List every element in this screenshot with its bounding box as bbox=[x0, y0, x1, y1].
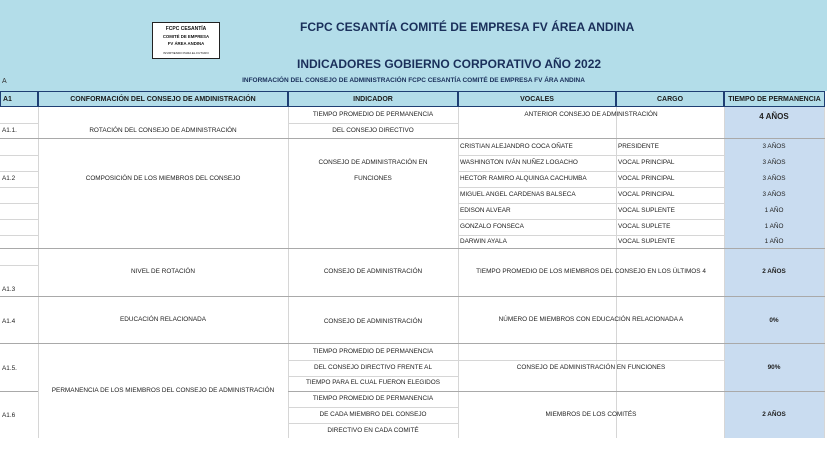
row-a11-indicador-2: DEL CONSEJO DIRECTIVO bbox=[332, 127, 414, 134]
row-a13-id: A1.3 bbox=[2, 286, 16, 293]
member-name: MIGUEL ANGEL CARDENAS BALSECA bbox=[460, 191, 576, 198]
row-a15-a16-conformacion: PERMANENCIA DE LOS MIEMBROS DEL CONSEJO DE ADMINISTRACIÓN bbox=[51, 387, 275, 394]
row-a11-vocales: ANTERIOR CONSEJO DE ADMINISTRACIÓN bbox=[524, 111, 658, 118]
column-header-tiempo[interactable]: TIEMPO DE PERMANENCIA bbox=[724, 91, 825, 107]
row-a11-indicador-1: TIEMPO PROMEDIO DE PERMANENCIA bbox=[312, 111, 434, 118]
row-a16-indicador-1: TIEMPO PROMEDIO DE PERMANENCIA bbox=[312, 395, 434, 402]
sheet-subtitle: INDICADORES GOBIERNO CORPORATIVO AÑO 2022 bbox=[297, 57, 602, 71]
row-a14-id: A1.4 bbox=[2, 318, 16, 325]
member-name: HECTOR RAMIRO ALQUINGA CACHUMBA bbox=[460, 175, 587, 182]
row-a14-conformacion: EDUCACIÓN RELACIONADA bbox=[120, 316, 206, 323]
row-a13-vocales: TIEMPO PROMEDIO DE LOS MIEMBROS DEL CONSEJO EN LOS ÚLTIMOS 4 bbox=[476, 268, 706, 275]
member-cargo: VOCAL SUPLETE bbox=[618, 223, 671, 230]
row-a15-indicador-1: TIEMPO PROMEDIO DE PERMANENCIA bbox=[312, 348, 434, 355]
member-tiempo: 1 AÑO bbox=[764, 207, 784, 214]
member-tiempo: 3 AÑOS bbox=[762, 175, 786, 182]
row-a16-indicador-2: DE CADA MIEMBRO DEL CONSEJO bbox=[319, 411, 427, 418]
row-a11-id: A1.1. bbox=[2, 127, 17, 134]
member-tiempo: 1 AÑO bbox=[764, 223, 784, 230]
column-header-id[interactable]: A1 bbox=[0, 91, 38, 107]
member-tiempo: 3 AÑOS bbox=[762, 143, 786, 150]
row-a15-id: A1.5. bbox=[2, 365, 17, 372]
row-a12-indicador-2: FUNCIONES bbox=[354, 175, 392, 182]
logo-line-3: FV ÁREA ANDINA bbox=[167, 41, 205, 46]
row-a16-vocales: MIEMBROS DE LOS COMITÉS bbox=[545, 411, 637, 418]
company-logo bbox=[152, 22, 220, 59]
member-name: CRISTIAN ALEJANDRO COCA OÑATE bbox=[460, 143, 573, 150]
member-cargo: VOCAL PRINCIPAL bbox=[618, 175, 675, 182]
sheet-title: FCPC CESANTÍA COMITÉ DE EMPRESA FV ÁREA ANDINA bbox=[300, 20, 635, 34]
member-cargo: VOCAL PRINCIPAL bbox=[618, 159, 675, 166]
row-a12-id: A1.2 bbox=[2, 175, 16, 182]
row-a15-tiempo: 90% bbox=[767, 364, 781, 371]
member-name: WASHINGTON IVÁN NUÑEZ LOGACHO bbox=[460, 159, 578, 166]
row-a11-conformacion: ROTACIÓN DEL CONSEJO DE ADMINISTRACIÓN bbox=[89, 127, 237, 134]
member-name: DARWIN AYALA bbox=[460, 238, 507, 245]
row-a15-indicador-2: DEL CONSEJO DIRECTIVO FRENTE AL bbox=[313, 364, 433, 371]
sheet-info-line: INFORMACIÓN DEL CONSEJO DE ADMINISTRACIÓN FCPC CESANTÍA COMITÉ DE EMPRESA FV ÁRA ANDINA bbox=[242, 77, 585, 84]
column-header-conformacion[interactable]: CONFORMACIÓN DEL CONSEJO DE AMDINISTRACIÓN bbox=[38, 91, 288, 107]
row-a15-vocales: CONSEJO DE ADMINISTRACIÓN EN FUNCIONES bbox=[516, 364, 666, 371]
row-a13-conformacion: NIVEL DE ROTACIÓN bbox=[131, 268, 195, 275]
column-header-cargo[interactable]: CARGO bbox=[616, 91, 724, 107]
member-tiempo: 3 AÑOS bbox=[762, 159, 786, 166]
row-a13-tiempo: 2 AÑOS bbox=[762, 268, 786, 275]
member-name: EDISON ALVEAR bbox=[460, 207, 511, 214]
row-a15-indicador-3: TIEMPO PARA EL CUAL FUERON ELEGIDOS bbox=[306, 379, 440, 386]
logo-tagline: INVIRTIENDO PARA EL FUTURO bbox=[163, 51, 209, 55]
row-a14-indicador: CONSEJO DE ADMINISTRACIÓN bbox=[323, 318, 423, 325]
row-a13-indicador: CONSEJO DE ADMINISTRACIÓN bbox=[323, 268, 423, 275]
row-a16-tiempo: 2 AÑOS bbox=[762, 411, 786, 418]
logo-line-2: COMITÉ DE EMPRESA bbox=[162, 34, 210, 39]
column-header-vocales[interactable]: VOCALES bbox=[458, 91, 616, 107]
member-name: GONZALO FONSECA bbox=[460, 223, 524, 230]
member-tiempo: 3 AÑOS bbox=[762, 191, 786, 198]
cell-a-label: A bbox=[2, 78, 7, 85]
member-cargo: PRESIDENTE bbox=[618, 143, 659, 150]
row-a12-indicador-1: CONSEJO DE ADMINISTRACIÓN EN bbox=[318, 159, 428, 166]
row-a14-vocales: NÚMERO DE MIEMBROS CON EDUCACIÓN RELACIONADA A bbox=[498, 316, 684, 323]
member-cargo: VOCAL PRINCIPAL bbox=[618, 191, 675, 198]
column-header-indicador[interactable]: INDICADOR bbox=[288, 91, 458, 107]
row-a12-conformacion: COMPOSICIÓN DE LOS MIEMBROS DEL CONSEJO bbox=[85, 175, 241, 182]
row-a16-indicador-3: DIRECTIVO EN CADA COMITÉ bbox=[327, 427, 419, 434]
member-tiempo: 1 AÑO bbox=[764, 238, 784, 245]
member-cargo: VOCAL SUPLENTE bbox=[618, 207, 675, 214]
logo-line-1: FCPC CESANTÍA bbox=[165, 26, 207, 32]
row-a11-tiempo: 4 AÑOS bbox=[759, 112, 789, 121]
row-a16-id: A1.6 bbox=[2, 412, 16, 419]
row-a14-tiempo: 0% bbox=[769, 317, 779, 324]
member-cargo: VOCAL SUPLENTE bbox=[618, 238, 675, 245]
